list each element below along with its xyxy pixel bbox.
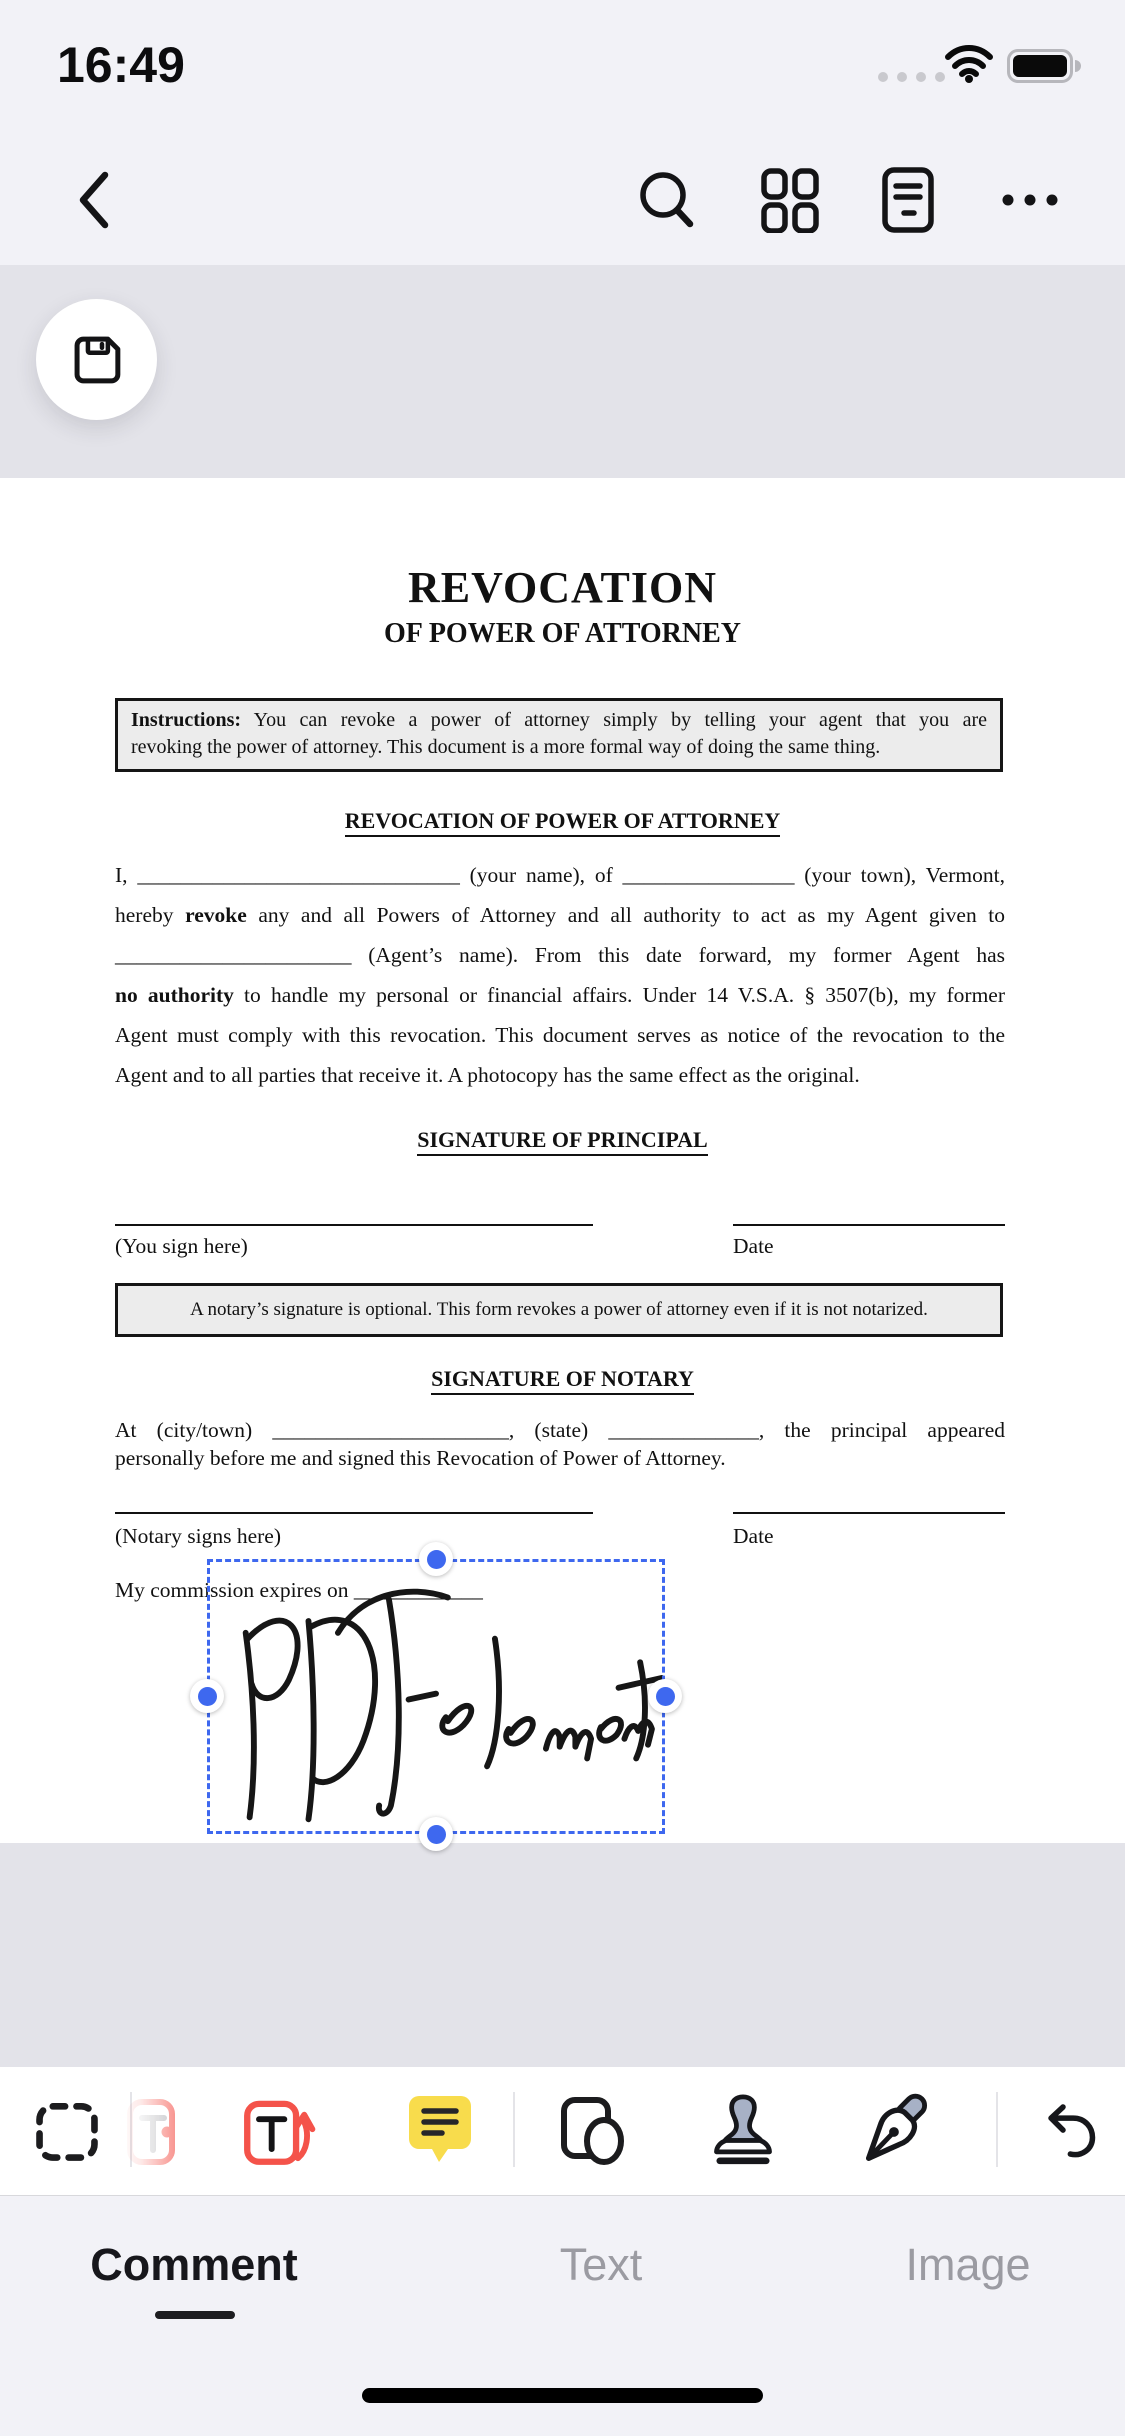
body-paragraph: I, ______________________________ (your name), of ________________ (your town), Vermont, hereby revoke any and all Powers of Attorney and all authority to act as my Agent given to ______________________ (Agent’s name). From this date forward, my former Agent has no authority to handle my personal or financial affairs. Under 14 V.S.A. § 3507(b), my former Agent must comply with this revocation. This document serves as notice of the revocation to the Agent and to all parties that receive it. A photocopy has the same effect as the original.	[115, 863, 1005, 1087]
annotation-toolbar	[0, 2067, 1125, 2195]
search-button[interactable]	[627, 160, 707, 240]
active-tab-indicator	[155, 2311, 235, 2319]
notary-signs-label: (Notary signs here)	[115, 1524, 281, 1548]
save-button[interactable]	[36, 299, 157, 420]
outline-view-button[interactable]	[868, 160, 948, 240]
principal-signature-line	[115, 1224, 593, 1226]
back-button[interactable]	[53, 160, 133, 240]
doc-subtitle: OF POWER OF ATTORNEY	[383, 618, 742, 649]
commission-line: My commission expires on ____________	[115, 1578, 483, 1602]
principal-date-line	[733, 1224, 1005, 1226]
instructions-line2: revoking the power of attorney. This document is a more formal way of doing the same thing.	[131, 736, 881, 758]
shape-tool[interactable]	[556, 2092, 632, 2170]
selection-handle-bottom[interactable]	[419, 1817, 453, 1851]
annotation-selection-box[interactable]	[207, 1559, 665, 1834]
chevron-left-icon	[73, 169, 113, 231]
date-label: Date	[733, 1234, 774, 1258]
doc-title: REVOCATION	[408, 563, 717, 612]
sticky-note-tool[interactable]	[402, 2092, 478, 2170]
notary-line2: personally before me and signed this Revocation of Power of Attorney.	[115, 1446, 726, 1470]
notary-note-text: A notary’s signature is optional. This form revokes a power of attorney even if it is not notarized.	[190, 1299, 928, 1320]
you-sign-label: (You sign here)	[115, 1234, 248, 1258]
status-time: 16:49	[57, 37, 185, 93]
selection-handle-left[interactable]	[190, 1679, 224, 1713]
tab-image[interactable]: Image	[905, 2239, 1031, 2290]
selection-handle-top[interactable]	[419, 1542, 453, 1576]
undo-button[interactable]	[1025, 2092, 1101, 2170]
text-edit-tool-partial[interactable]	[120, 2092, 180, 2170]
notary-date-line	[733, 1512, 1005, 1514]
sticky-note-icon	[407, 2094, 473, 2168]
instructions-line1: You can revoke a power of attorney simply by telling your agent that you are	[241, 709, 987, 731]
notary-note-box	[115, 1283, 1003, 1337]
floppy-disk-icon	[68, 331, 126, 389]
more-button[interactable]	[990, 160, 1070, 240]
selection-handle-right[interactable]	[648, 1679, 682, 1713]
marquee-select-tool[interactable]	[29, 2092, 105, 2170]
text-edit-faded-icon	[120, 2093, 180, 2169]
home-indicator[interactable]	[362, 2388, 763, 2403]
text-edit-icon	[240, 2092, 316, 2170]
text-edit-tool[interactable]	[240, 2092, 316, 2170]
notary-date-label: Date	[733, 1524, 774, 1548]
tab-comment[interactable]: Comment	[90, 2239, 298, 2290]
battery-icon	[1007, 49, 1085, 85]
notary-line1: At (city/town) ______________________, (state) ______________, the principal appeared	[115, 1418, 1005, 1442]
tab-text[interactable]: Text	[559, 2239, 643, 2290]
notary-signature-line	[115, 1512, 593, 1514]
cellular-signal-icon	[878, 72, 945, 82]
instructions-box	[115, 698, 1003, 772]
rectangle-ellipse-icon	[557, 2093, 631, 2169]
wifi-icon	[944, 44, 994, 84]
thumbnails-button[interactable]	[750, 160, 830, 240]
stamp-tool[interactable]	[705, 2092, 781, 2170]
stamp-icon	[707, 2091, 779, 2171]
section-heading-principal: SIGNATURE OF PRINCIPAL	[0, 1127, 1125, 1153]
search-icon	[634, 167, 700, 233]
header	[0, 0, 1125, 265]
section-heading-notary: SIGNATURE OF NOTARY	[0, 1366, 1125, 1392]
instructions-label: Instructions:	[131, 709, 242, 731]
signature-pen-tool[interactable]	[855, 2092, 931, 2170]
pen-nib-icon	[856, 2093, 930, 2169]
ellipsis-icon	[998, 190, 1062, 210]
grid-icon	[759, 167, 821, 233]
document-outline-icon	[880, 166, 936, 234]
section-heading-revocation: REVOCATION OF POWER OF ATTORNEY	[0, 808, 1125, 834]
marquee-select-icon	[31, 2095, 103, 2167]
undo-icon	[1028, 2095, 1098, 2167]
